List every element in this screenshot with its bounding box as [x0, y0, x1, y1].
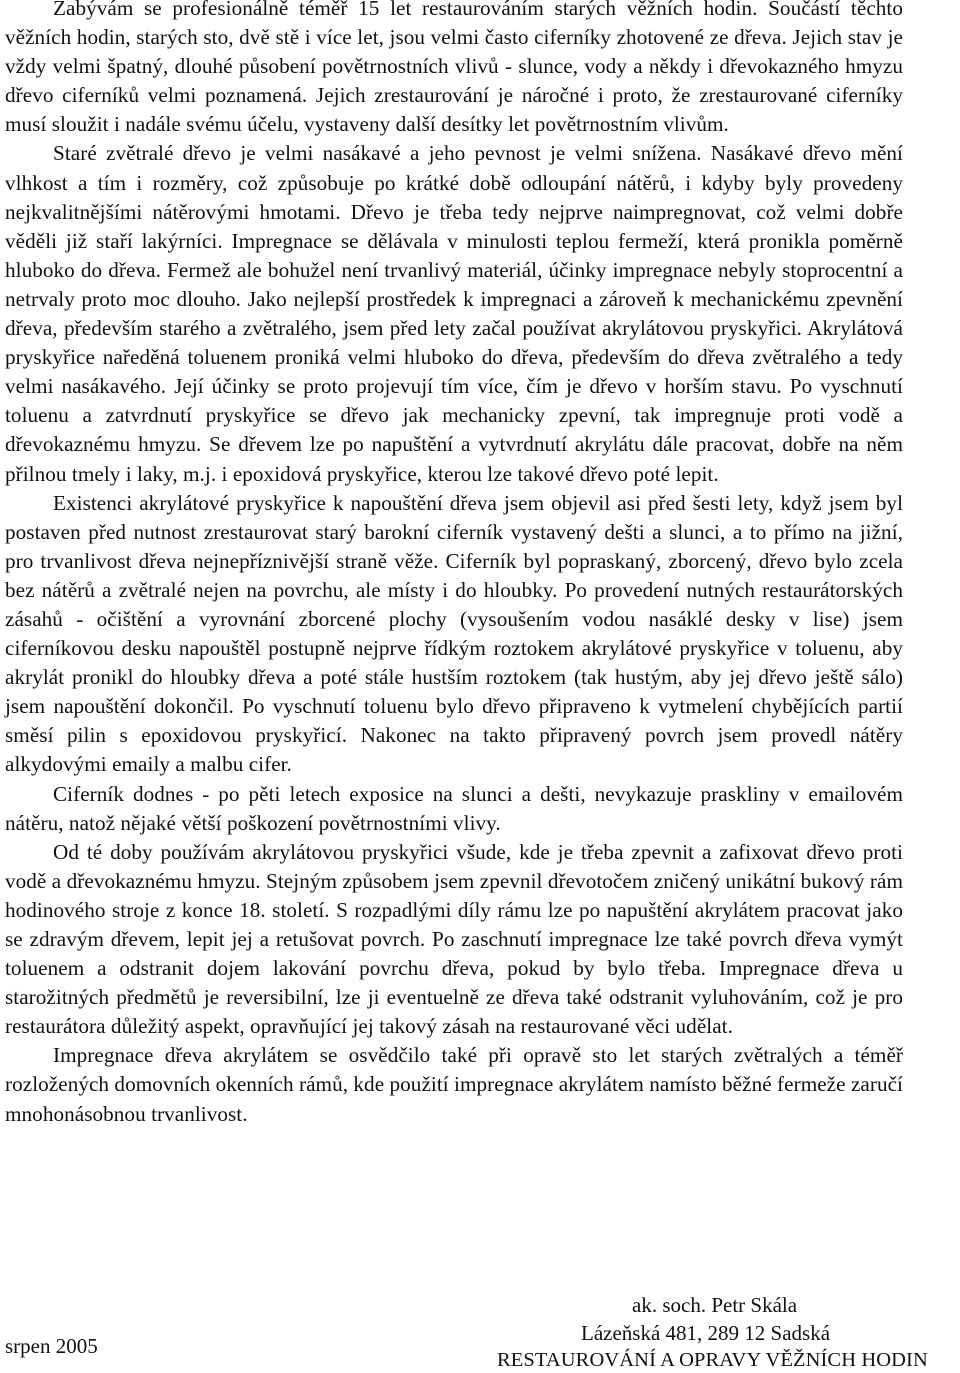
document-date: srpen 2005 [5, 1334, 98, 1358]
paragraph-dial-today: Ciferník dodnes - po pěti letech exposice na slunci a dešti, nevykazuje praskliny v emailovém nátěru, natož nějaké větší poškození povětrnostními vlivy. [5, 781, 903, 835]
signature-address: Lázeňská 481, 289 12 Sadská [581, 1321, 831, 1345]
paragraph-usage: Od té doby používám akrylátovou pryskyřici všude, kde je třeba zpevnit a zafixovat dřevo proti vodě a dřevokaznému hmyzu. Stejným způsobem jsem zpevnil dřevotočem zničený unikátní bukový rám hodinového stroje z konce 18. století. S rozpadlými díly rámu lze po napuštění akrylátem pracovat jako se zdravým dřevem, lepit jej a retušovat povrch. Po zaschnutí impregnace lze také povrch dřeva vymýt toluenem a odstranit dojem lakování povrchu dřeva, pokud by bylo třeba. Impregnace dřeva u starožitných předmětů je reversibilní, lze ji eventuelně ze dřeva také odstranit vyluhováním, což je pro restaurátora důležitý aspekt, opravňující jej takový zásah na restaurované věci udělat. [5, 839, 903, 1039]
paragraph-intro: Zabývám se profesionálně téměř 15 let restaurováním starých věžních hodin. Součástí těchto věžních hodin, starých sto, dvě stě i více let, jsou velmi často ciferníky zhotovené ze dřeva. Jejich stav je vždy velmi špatný, dlouhé působení povětrnostních vlivů - slunce, vody a někdy i dřevokazného hmyzu dřevo ciferníků velmi poznamená. Jejich zrestaurování je náročné i proto, že zrestaurované ciferníky musí sloužit i nadále svému účelu, vystaveny další desítky let povětrnostním vlivům. [5, 0, 903, 137]
paragraph-baroque-dial: Existenci akrylátové pryskyřice k napouštění dřeva jsem objevil asi před šesti lety, když jsem byl postaven před nutnost zrestaurovat starý barokní ciferník vystavený dešti a slunci, a to přímo na jižní, pro trvanlivost dřeva nejnepříznivější straně věže. Ciferník byl popraskaný, zborcený, dřevo bylo zcela bez nátěrů a zvětralé nejen na povrchu, ale místy i do hloubky. Po provedení nutných restaurátorských zásahů - očištění a vyrovnání zborcené plochy (vysoušením vodou nasáklé desky v lise) jsem ciferníkovou desku napouštěl postupně nejprve řídkým roztokem akrylátové pryskyřice v toluenu, aby akrylát pronikl do hloubky dřeva a poté stále hustším roztokem (tak hustým, aby jej dřevo ještě sálo) jsem napouštění dokončil. Po vyschnutí toluenu bylo dřevo připraveno k vytmelení chybějících partií směsí pilin s epoxidovou pryskyřicí. Nakonec na takto připravený povrch jsem provedl nátěry alkydovými emaily a malbu cifer. [5, 490, 903, 777]
paragraph-window-frames: Impregnace dřeva akrylátem se osvědčilo také při opravě sto let starých zvětralých a téměř rozložených domovních okenních rámů, kde použití impregnace akrylátem namísto běžné fermeže zaručí mnohonásobnou trvanlivost. [5, 1043, 903, 1126]
signature-name: ak. soch. Petr Skála [632, 1293, 798, 1317]
paragraph-weathered-wood: Staré zvětralé dřevo je velmi nasákavé a jeho pevnost je velmi snížena. Nasákavé dřevo mění vlhkost a tím i rozměry, což způsobuje po krátké době odloupání nátěrů, i kdyby byly provedeny nejkvalitnějšími nátěrovými hmotami. Dřevo je třeba tedy nejprve naimpregnovat, což velmi dobře věděli již staří lakýrníci. Impregnace se dělávala v minulosti teplou fermeží, která pronikla poměrně hluboko do dřeva. Fermež ale bohužel není trvanlivý materiál, účinky impregnace nebyly stoprocentní a netrvaly proto moc dlouho. Jako nejlepší prostředek k impregnaci a zároveň k mechanickému zpevnění dřeva, především starého a zvětralého, jsem před lety začal používat akrylátovou pryskyřici. Akrylátová pryskyřice naředěná toluenem proniká velmi hluboko do dřeva, především do dřeva zvětralého a tedy velmi nasákavého. Její účinky se proto projevují tím více, čím je dřevo v horším stavu. Po vyschnutí toluenu a zatvrdnutí pryskyřice se dřevo jak mechanicky zpevní, tak impregnuje proti vodě a dřevokaznému hmyzu. Se dřevem lze po napuštění a vytvrdnutí akrylátu dále pracovat, dobře na něm přilnou tmely i laky, m.j. i epoxidová pryskyřice, kterou lze takové dřevo poté lepit. [5, 141, 903, 486]
signature-firm: RESTAUROVÁNÍ A OPRAVY VĚŽNÍCH HODIN [497, 1349, 928, 1371]
